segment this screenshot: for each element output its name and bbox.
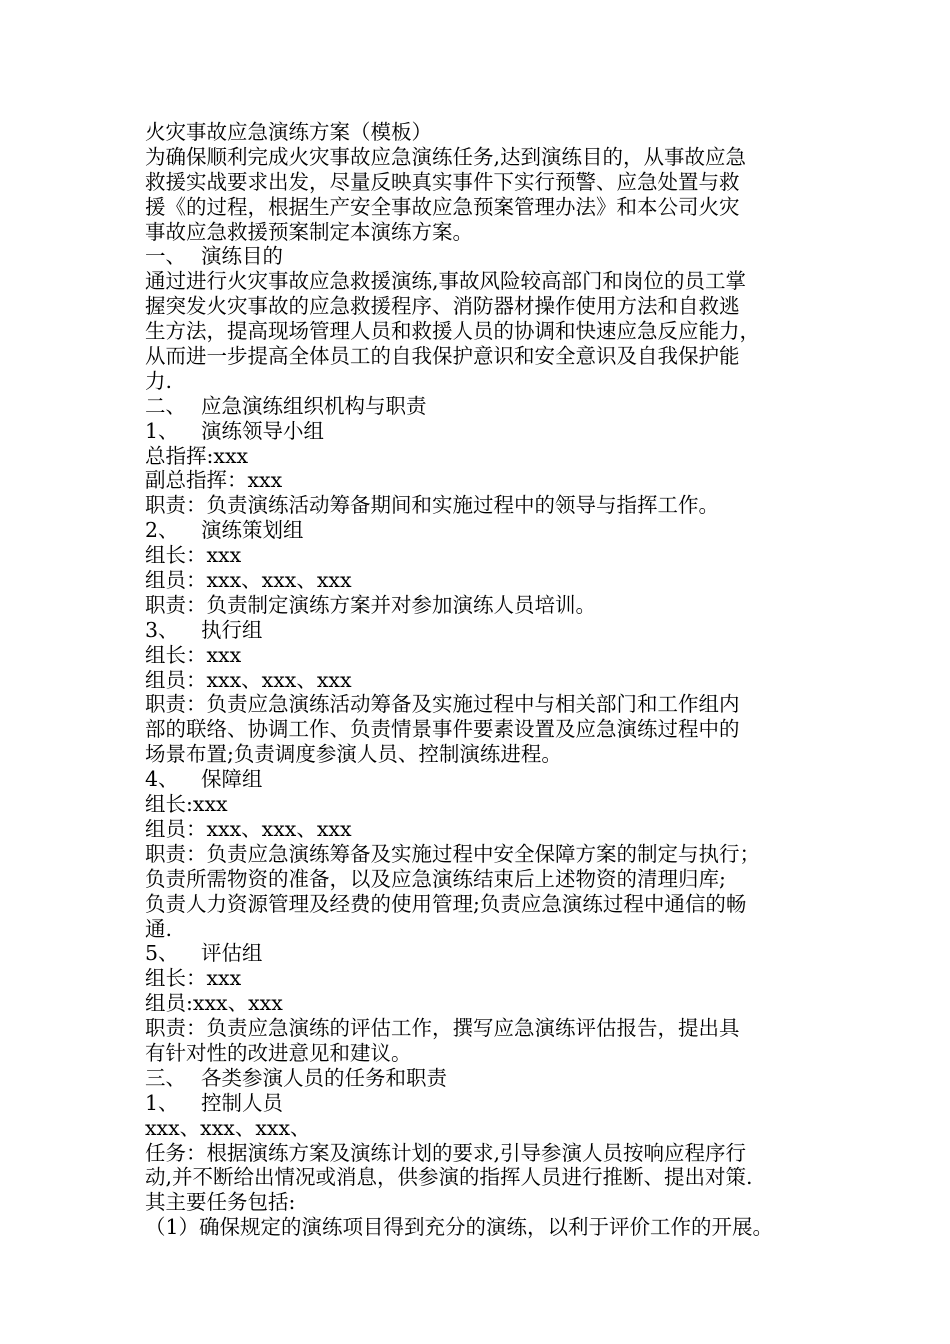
group-number: 1、 — [145, 1090, 179, 1115]
section-number: 二、 — [145, 393, 186, 418]
group-line: 部的联络、协调工作、负责情景事件要素设置及应急演练过程中的 — [145, 717, 740, 742]
group-heading — [145, 518, 835, 543]
paragraph-line: 通过进行火灾事故应急救援演练,事故风险较高部门和岗位的员工掌 — [145, 269, 747, 294]
group-name: 评估组 — [201, 941, 263, 966]
section-title: 应急演练组织机构与职责 — [201, 393, 427, 418]
intro-paragraph — [145, 145, 835, 245]
group-line: 场景布置;负责调度参演人员、控制演练进程。 — [145, 742, 562, 767]
group-line: 职责：负责应急演练活动筹备及实施过程中与相关部门和工作组内 — [145, 692, 740, 717]
group-name: 执行组 — [201, 617, 263, 642]
group-name: 控制人员 — [201, 1090, 283, 1115]
group-heading — [145, 1091, 835, 1116]
section-heading — [145, 244, 835, 269]
group-line: 总指挥:xxx — [145, 443, 249, 468]
group-number: 4、 — [145, 767, 179, 792]
section-number: 一、 — [145, 244, 186, 269]
group-line: 组员：xxx、xxx、xxx — [145, 816, 352, 841]
intro-line: 为确保顺利完成火灾事故应急演练任务,达到演练目的，从事故应急 — [145, 144, 747, 169]
group-name: 保障组 — [201, 767, 263, 792]
group-heading — [145, 941, 835, 966]
group-line: 动,并不断给出情况或消息，供参演的指挥人员进行推断、提出对策. — [145, 1165, 753, 1190]
group-number: 3、 — [145, 617, 179, 642]
document-body — [145, 120, 835, 1240]
group-line: 负责所需物资的准备，以及应急演练结束后上述物资的清理归库; — [145, 866, 726, 891]
intro-line: 事故应急救援预案制定本演练方案。 — [145, 219, 473, 244]
group-heading — [145, 419, 835, 444]
group-heading — [145, 618, 835, 643]
group-line: 组员:xxx、xxx — [145, 991, 283, 1016]
group-line: xxx、xxx、xxx、 — [145, 1115, 311, 1140]
group-line: 副总指挥：xxx — [145, 468, 283, 493]
group-name: 演练领导小组 — [201, 418, 324, 443]
group-line: 职责：负责演练活动筹备期间和实施过程中的领导与指挥工作。 — [145, 493, 719, 518]
group-line: 负责人力资源管理及经费的使用管理;负责应急演练过程中通信的畅 — [145, 891, 747, 916]
section1-paragraph — [145, 269, 835, 393]
group-line: （1）确保规定的演练项目得到充分的演练，以利于评价工作的开展。 — [145, 1215, 774, 1240]
group-line: 任务：根据演练方案及演练计划的要求,引导参演人员按响应程序行 — [145, 1140, 747, 1165]
section-title: 各类参演人员的任务和职责 — [201, 1065, 447, 1090]
paragraph-line: 生方法，提高现场管理人员和救援人员的协调和快速应急反应能力， — [145, 319, 760, 344]
group-line: 有针对性的改进意见和建议。 — [145, 1040, 412, 1065]
section-number: 三、 — [145, 1065, 186, 1090]
section-title: 演练目的 — [201, 244, 283, 269]
group-line: 组长：xxx — [145, 543, 242, 568]
group-line: 职责：负责应急演练筹备及实施过程中安全保障方案的制定与执行； — [145, 841, 760, 866]
section-heading — [145, 1066, 835, 1091]
document-title: 火灾事故应急演练方案（模板） — [145, 120, 432, 144]
group-number: 1、 — [145, 418, 179, 443]
paragraph-line: 力. — [145, 368, 173, 393]
group-line: 其主要任务包括: — [145, 1190, 296, 1215]
section-heading — [145, 394, 835, 419]
group-line: 组员：xxx、xxx、xxx — [145, 568, 352, 593]
group-line: 组长：xxx — [145, 966, 242, 991]
intro-line: 援《的过程，根据生产安全事故应急预案管理办法》和本公司火灾 — [145, 194, 740, 219]
paragraph-line: 从而进一步提高全体员工的自我保护意识和安全意识及自我保护能 — [145, 344, 740, 369]
group-line: 组长:xxx — [145, 792, 228, 817]
intro-line: 救援实战要求出发，尽量反映真实事件下实行预警、应急处置与救 — [145, 169, 740, 194]
group-line: 组员：xxx、xxx、xxx — [145, 667, 352, 692]
group-heading — [145, 767, 835, 792]
group-number: 2、 — [145, 518, 179, 543]
group-name: 演练策划组 — [201, 518, 304, 543]
group-line: 职责：负责应急演练的评估工作，撰写应急演练评估报告，提出具 — [145, 1016, 740, 1041]
group-line: 职责：负责制定演练方案并对参加演练人员培训。 — [145, 592, 596, 617]
paragraph-line: 握突发火灾事故的应急救援程序、消防器材操作使用方法和自救逃 — [145, 294, 740, 319]
group-line: 组长：xxx — [145, 642, 242, 667]
group-number: 5、 — [145, 941, 179, 966]
group-line: 通. — [145, 916, 173, 941]
